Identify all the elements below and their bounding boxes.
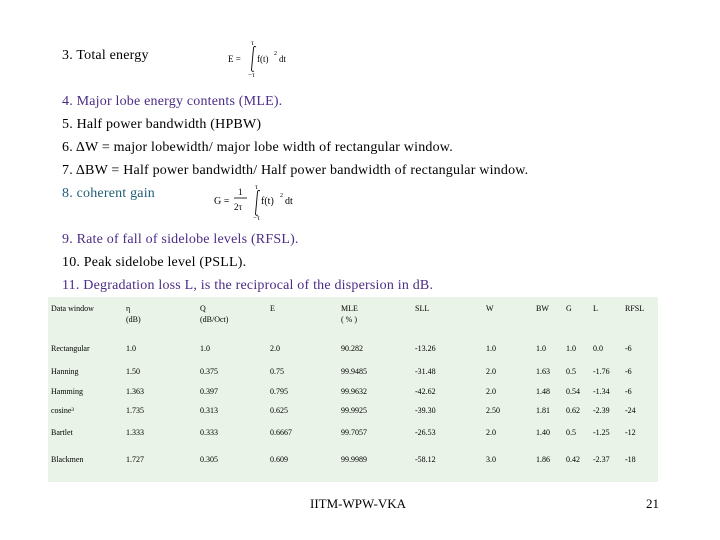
header-rfsl: RFSL — [625, 304, 645, 313]
table-cell-q: 0.333 — [200, 428, 218, 437]
table-cell-w: 2.0 — [486, 428, 496, 437]
table-cell-window: Rectangular — [51, 344, 90, 353]
header-eta-unit: (dB) — [126, 315, 141, 324]
header-e: E — [270, 304, 275, 313]
table-cell-rfsl: -6 — [625, 367, 632, 376]
integral-sign-icon — [252, 46, 257, 71]
table-cell-q: 0.397 — [200, 387, 218, 396]
gain-formula-graphic — [214, 182, 304, 222]
gain-upper-limit: τ — [255, 183, 258, 191]
header-q-unit: (dB/Oct) — [200, 315, 229, 324]
table-cell-eta: 1.727 — [126, 455, 144, 464]
table-cell-g: 0.54 — [566, 387, 580, 396]
table-cell-w: 2.0 — [486, 387, 496, 396]
energy-lhs: E = — [228, 54, 241, 64]
energy-exponent: 2 — [274, 51, 277, 57]
gain-formula — [214, 182, 304, 227]
gain-differential: dt — [285, 196, 293, 207]
energy-integrand: f(t) — [257, 54, 269, 64]
table-cell-e: 0.6667 — [270, 428, 292, 437]
table-cell-eta: 1.0 — [126, 344, 136, 353]
table-cell-w: 1.0 — [486, 344, 496, 353]
header-q: Q — [200, 304, 206, 313]
table-cell-mle: 99.9485 — [341, 367, 367, 376]
table-cell-l: -2.37 — [593, 455, 610, 464]
table-cell-rfsl: -6 — [625, 387, 632, 396]
table-cell-bw: 1.48 — [536, 387, 550, 396]
table-cell-window: cosine³ — [51, 406, 74, 415]
item-psll: 10. Peak sidelobe level (PSLL). — [62, 255, 247, 270]
table-cell-sll: -13.26 — [415, 344, 436, 353]
table-cell-e: 0.75 — [270, 367, 284, 376]
gain-lhs: G = — [214, 196, 230, 207]
header-eta: η — [126, 304, 131, 313]
table-cell-bw: 1.63 — [536, 367, 550, 376]
table-cell-g: 0.5 — [566, 428, 576, 437]
header-sll: SLL — [415, 304, 430, 313]
table-cell-sll: -42.62 — [415, 387, 436, 396]
gain-lower-limit: −τ — [253, 214, 260, 222]
header-mle-unit: ( % ) — [341, 315, 357, 324]
table-cell-bw: 1.81 — [536, 406, 550, 415]
header-w: W — [486, 304, 494, 313]
table-cell-window: Hamming — [51, 387, 83, 396]
table-cell-e: 0.625 — [270, 406, 288, 415]
table-cell-q: 0.313 — [200, 406, 218, 415]
header-window: Data window — [51, 304, 94, 313]
table-cell-g: 0.42 — [566, 455, 580, 464]
table-cell-q: 1.0 — [200, 344, 210, 353]
header-bw: BW — [536, 304, 549, 313]
table-cell-sll: -31.48 — [415, 367, 436, 376]
item-rfsl: 9. Rate of fall of sidelobe levels (RFSL). — [62, 232, 299, 247]
table-cell-g: 0.5 — [566, 367, 576, 376]
table-cell-l: -1.76 — [593, 367, 610, 376]
table-cell-bw: 1.0 — [536, 344, 546, 353]
table-cell-eta: 1.363 — [126, 387, 144, 396]
header-l: L — [593, 304, 598, 313]
table-cell-e: 0.609 — [270, 455, 288, 464]
table-cell-rfsl: -18 — [625, 455, 636, 464]
table-cell-sll: -39.30 — [415, 406, 436, 415]
window-parameters-table — [48, 297, 658, 482]
energy-lower-limit: −τ — [248, 71, 255, 78]
table-cell-window: Bartlet — [51, 428, 73, 437]
table-cell-g: 1.0 — [566, 344, 576, 353]
table-cell-l: -1.25 — [593, 428, 610, 437]
table-cell-e: 0.795 — [270, 387, 288, 396]
table-cell-w: 2.50 — [486, 406, 500, 415]
table-cell-q: 0.305 — [200, 455, 218, 464]
table-cell-rfsl: -12 — [625, 428, 636, 437]
table-cell-w: 3.0 — [486, 455, 496, 464]
table-cell-window: Blackmen — [51, 455, 84, 464]
item-delta-w: 6. ΔW = major lobewidth/ major lobe width of rectangular window. — [62, 140, 453, 155]
table-cell-mle: 99.9632 — [341, 387, 367, 396]
table-cell-window: Hanning — [51, 367, 79, 376]
energy-differential: dt — [279, 54, 287, 64]
gain-denominator: 2τ — [234, 202, 243, 212]
energy-formula-graphic — [228, 38, 298, 78]
header-mle: MLE — [341, 304, 358, 313]
footer-label: IITM-WPW-VKA — [310, 496, 407, 511]
table-cell-l: 0.0 — [593, 344, 603, 353]
table-cell-rfsl: -24 — [625, 406, 636, 415]
table-cell-bw: 1.86 — [536, 455, 550, 464]
table-cell-mle: 99.9925 — [341, 406, 367, 415]
table-cell-mle: 99.9989 — [341, 455, 367, 464]
item-degradation: 11. Degradation loss L, is the reciprocal of the dispersion in dB. — [62, 278, 434, 293]
item-delta-bw: 7. ΔBW = Half power bandwidth/ Half power bandwidth of rectangular window. — [62, 163, 529, 178]
header-g: G — [566, 304, 572, 313]
page-number: 21 — [646, 496, 659, 511]
table-cell-eta: 1.333 — [126, 428, 144, 437]
energy-upper-limit: τ — [251, 39, 254, 47]
item-coherent-gain: 8. coherent gain — [62, 186, 155, 201]
table-cell-mle: 90.282 — [341, 344, 363, 353]
table-cell-sll: -58.12 — [415, 455, 436, 464]
table-cell-l: -1.34 — [593, 387, 610, 396]
gain-integrand: f(t) — [261, 196, 274, 207]
item-hpbw: 5. Half power bandwidth (HPBW) — [62, 117, 262, 132]
table-cell-q: 0.375 — [200, 367, 218, 376]
table-cell-g: 0.62 — [566, 406, 580, 415]
table-cell-bw: 1.40 — [536, 428, 550, 437]
gain-exponent: 2 — [280, 193, 283, 199]
item-total-energy: 3. Total energy — [62, 48, 149, 63]
table-cell-rfsl: -6 — [625, 344, 632, 353]
table-cell-e: 2.0 — [270, 344, 280, 353]
table-cell-eta: 1.735 — [126, 406, 144, 415]
table-cell-eta: 1.50 — [126, 367, 140, 376]
gain-numerator: 1 — [238, 187, 243, 197]
item-mle: 4. Major lobe energy contents (MLE). — [62, 94, 283, 109]
energy-formula — [228, 38, 298, 83]
table-cell-sll: -26.53 — [415, 428, 436, 437]
integral-sign-icon — [256, 190, 261, 215]
table-cell-mle: 99.7057 — [341, 428, 367, 437]
table-cell-l: -2.39 — [593, 406, 610, 415]
table-cell-w: 2.0 — [486, 367, 496, 376]
